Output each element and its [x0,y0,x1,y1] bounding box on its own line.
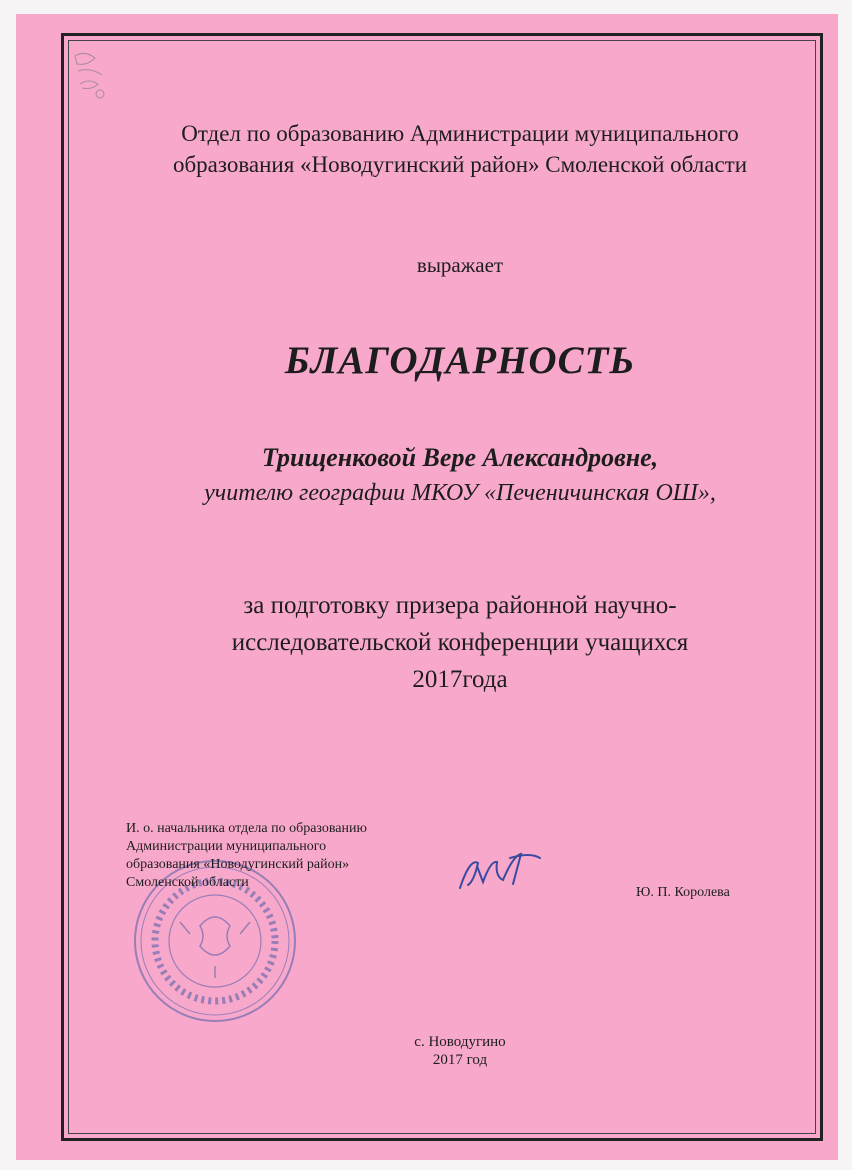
signatory-title-line-3: образования «Новодугинский район» [126,857,350,872]
issue-place-date [300,1033,620,1069]
document-title: БЛАГОДАРНОСТЬ [284,339,636,382]
issuing-organization [120,118,800,180]
organization-line-2: образования «Новодугинский район» Смоленской области [172,152,748,177]
recipient-name: Трищенковой Вере Александровне, [261,443,659,472]
recipient-position: учителю географии МКОУ «Печеничинская ОШ», [204,480,716,506]
signatory-title-line-1: И. о. начальника отдела по образованию [126,821,367,836]
issue-place: с. Новодугино [414,1034,506,1050]
signatory-title-line-2: Администрации муниципального [126,839,327,854]
issue-year: 2017 год [432,1052,488,1068]
handwritten-signature [455,848,545,898]
signatory-title [126,820,367,892]
scan-mark-icon [70,46,120,106]
reason-line-1: за подготовку призера районной научно- [243,592,677,619]
signatory-title-line-4: Смоленской области [126,875,249,890]
organization-line-1: Отдел по образованию Администрации муниципального [181,121,739,146]
signatory-name: Ю. П. Королева [636,885,730,900]
reason-line-3: 2017года [412,666,508,693]
reason-line-2: исследовательской конференции учащихся [231,629,689,656]
expresses-word: выражает [416,253,504,277]
award-reason [120,587,800,698]
